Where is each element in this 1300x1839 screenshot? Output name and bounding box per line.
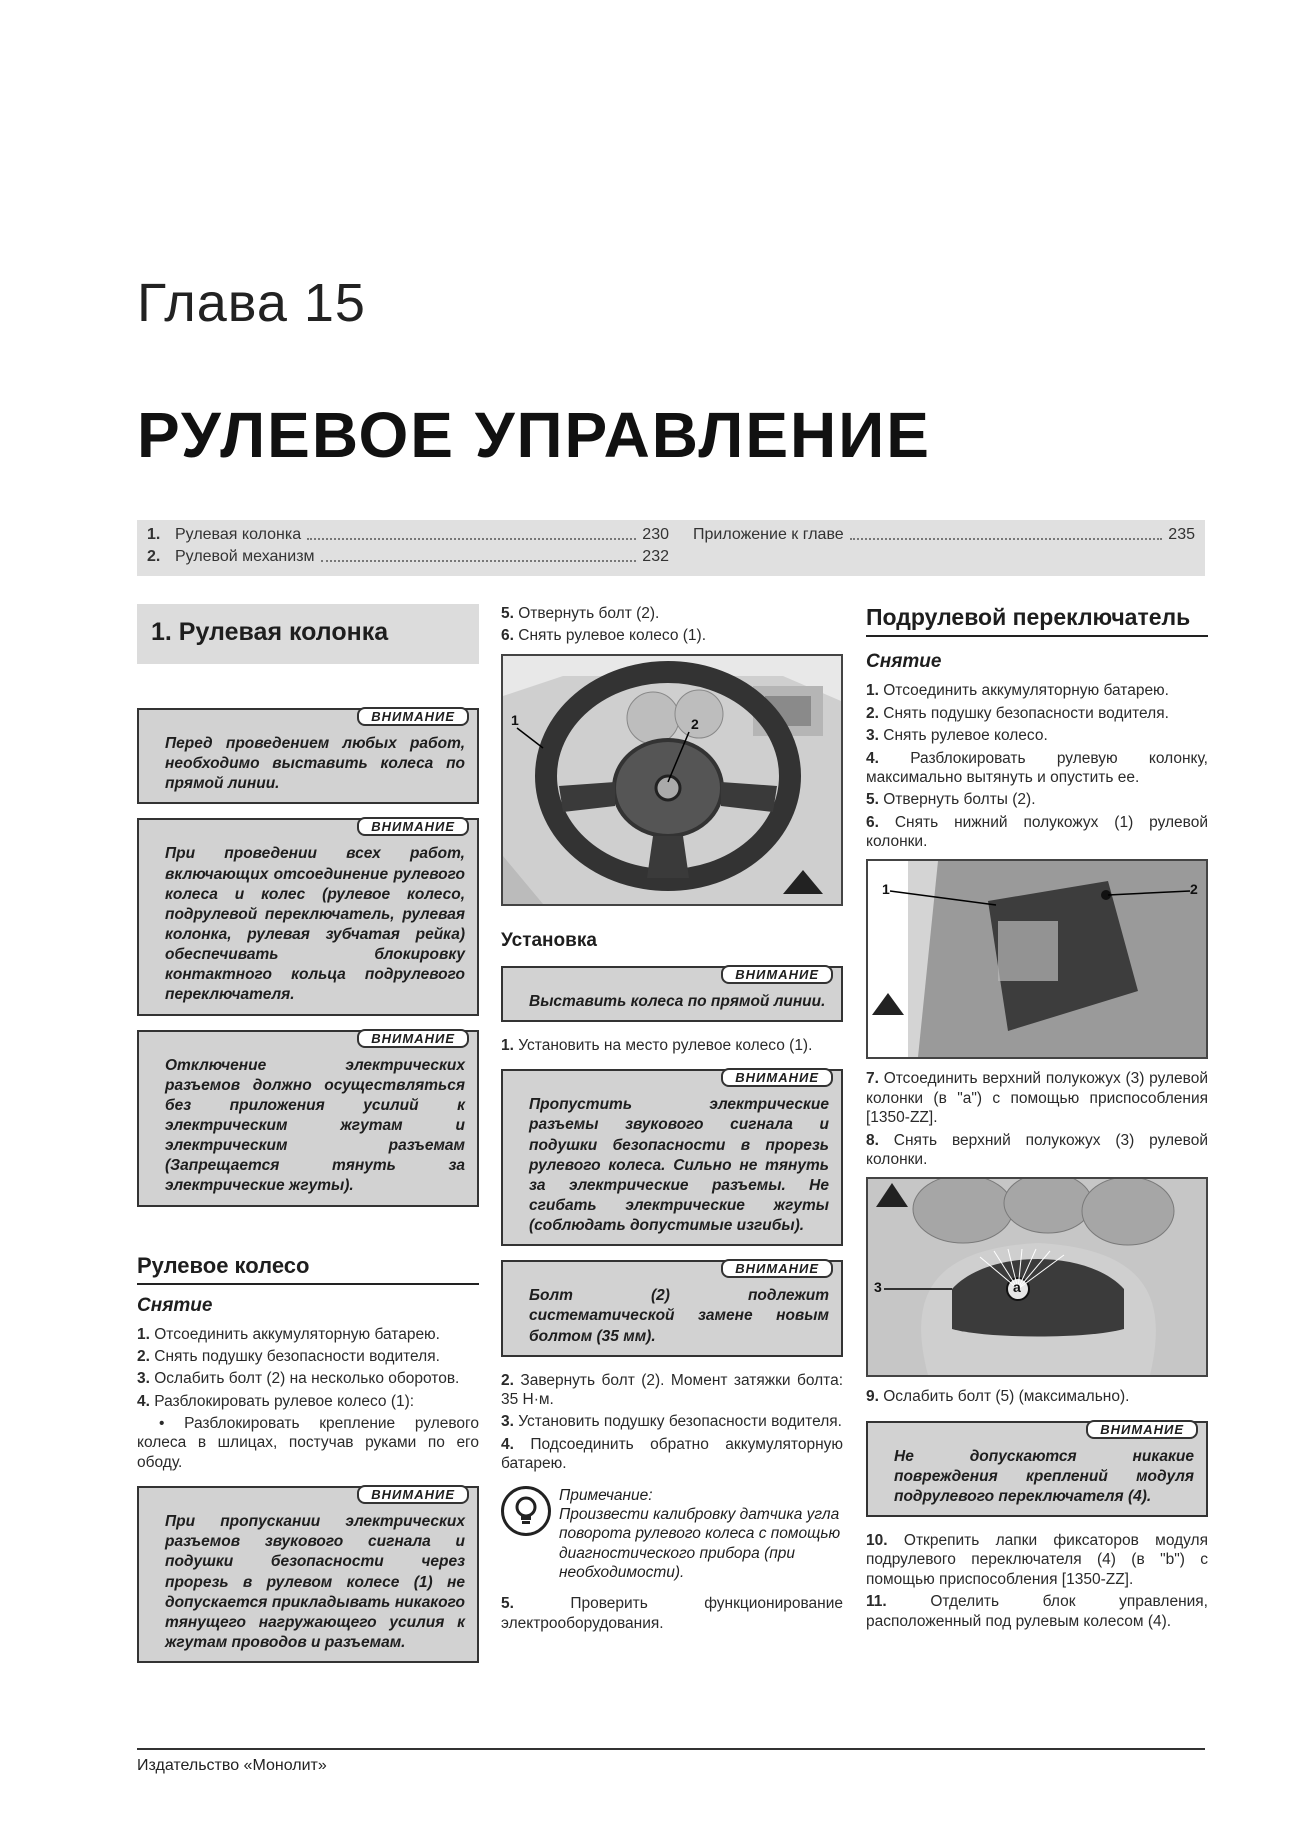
upper-shroud-illustration [868,1179,1206,1375]
step: 1. Отсоединить аккумуляторную батарею. [866,682,1169,700]
toc-item[interactable]: 1. Рулевая колонка 230 [147,526,669,543]
step: 4. Подсоединить обратно аккумуляторную батарею. [501,1435,843,1473]
warning-box [501,966,843,1022]
step: 5. Отвернуть болт (2). [501,605,660,622]
figure-callout: 2 [691,715,699,732]
footer-divider [137,1748,1205,1750]
figure-callout: a [1013,1279,1021,1296]
step: 11. Отделить блок управления, расположенный под рулевым колесом (4). [866,1593,1208,1630]
warning-tag: ВНИМАНИЕ [357,817,469,836]
subsection-title: Рулевое колесо [137,1253,479,1285]
figure-callout: 2 [1190,881,1198,898]
warning-text: Пропустить электрические разъемы звукового сигнала и подушки безопасности в прорезь рулевого колеса. Сильно не тянуть за электрические разъемы. Не сгибать электрические жгуты (соблюдать допустимые изгибы). [529,1096,829,1235]
warning-tag: ВНИМАНИЕ [721,1068,833,1087]
figure-callout: 1 [882,881,890,898]
warning-text: При проведении всех работ, включающих отсоединение рулевого колеса и колес (рулевое колесо, подрулевой переключатель, рулевая колонка, рулевая зубчатая рейка) обеспечивать блокировку контактного кольца подрулевого переключателя. [165,845,465,1004]
steering-wheel-figure [501,654,843,906]
warning-tag: ВНИМАНИЕ [357,1485,469,1504]
chapter-title: РУЛЕВОЕ УПРАВЛЕНИЕ [137,399,931,471]
warning-text: Отключение электрических разъемов должно осуществляться без приложения усилий к электрическим жгутам и электрическим разъемам (Запрещается тянуть за электрические жгуты). [165,1056,465,1195]
lightbulb-icon [501,1486,551,1536]
step: 3. Снять рулевое колесо. [866,727,1048,745]
warning-text: Перед проведением любых работ, необходимо выставить колеса по прямой линии. [165,735,465,793]
step: 2. Завернуть болт (2). Момент затяжки болта: 35 Н·м. [501,1371,844,1409]
step: 6. Снять нижний полукожух (1) рулевой колонки. [866,813,1208,851]
warning-box [137,1030,479,1207]
step: 5. Проверить функционирование электрооборудования. [501,1595,843,1632]
warning-text: Не допускаются никакие повреждения креплений модуля подрулевого переключателя (4). [894,1447,1194,1505]
warning-box [137,708,479,804]
note-block [501,1486,843,1583]
column-3 [866,604,1208,1634]
step: 9. Ослабить болт (5) (максимально). [866,1388,1130,1406]
procedure-heading: Снятие [137,1294,213,1316]
warning-text: При пропускании электрических разъемов звукового сигнала и подушки безопасности через прорезь в рулевом колесе (1) не допускается прикладывать никакого тянущего нагружающего усилия к жгутам проводов и разъемам. [165,1513,465,1651]
procedure-heading: Установка [501,929,597,951]
warning-tag: ВНИМАНИЕ [721,965,833,984]
step: 4. Разблокировать рулевую колонку, максимально вытянуть и опустить ее. [866,749,1208,786]
steering-wheel-illustration [503,656,841,904]
figure-callout: 3 [874,1279,882,1296]
toc-item[interactable]: Приложение к главе 235 [693,526,1195,543]
step: 2. Снять подушку безопасности водителя. [866,704,1169,722]
step: 6. Снять рулевое колесо (1). [501,627,707,645]
column-2 [501,604,843,1636]
step: 1. Установить на место рулевое колесо (1). [501,1036,813,1054]
procedure-heading: Снятие [866,651,942,673]
column-1 [137,604,479,1677]
step: 5. Отвернуть болты (2). [866,791,1036,809]
warning-box [501,1260,843,1356]
warning-tag: ВНИМАНИЕ [357,1029,469,1048]
chapter-label: Глава 15 [137,273,366,333]
step: 10. Открепить лапки фиксаторов модуля подрулевого переключателя (4) (в "b") с помощью приспособления [1350-ZZ]. [866,1532,1208,1588]
section-title: 1. Рулевая колонка [137,604,479,664]
lower-shroud-figure [866,859,1208,1059]
warning-tag: ВНИМАНИЕ [1086,1420,1198,1439]
warning-box [866,1421,1208,1517]
note-text: Примечание: Произвести калибровку датчика угла поворота рулевого колеса с помощью диагностического прибора (при необходимости). [559,1486,841,1582]
step: 1. Отсоединить аккумуляторную батарею. [137,1325,440,1343]
toc-item[interactable]: 2. Рулевой механизм 232 [147,548,669,565]
step: 8. Снять верхний полукожух (3) рулевой колонки. [866,1131,1208,1168]
figure-callout: 1 [511,711,519,728]
warning-tag: ВНИМАНИЕ [357,707,469,726]
step: 3. Установить подушку безопасности водителя. [501,1413,842,1431]
lower-shroud-illustration [868,861,1206,1057]
table-of-contents [137,520,1205,576]
upper-shroud-figure [866,1177,1208,1377]
step: 2. Снять подушку безопасности водителя. [137,1347,440,1365]
bullet-step: • Разблокировать крепление рулевого колеса в шлицах, постучав руками по его ободу. [137,1415,479,1471]
warning-box [137,1486,479,1663]
step: 4. Разблокировать рулевое колесо (1): [137,1392,415,1410]
step: 7. Отсоединить верхний полукожух (3) рулевой колонки (в "a") с помощью приспособления [1350-ZZ]. [866,1070,1209,1127]
section-title: Подрулевой переключатель [866,604,1208,637]
publisher-footer: Издательство «Монолит» [137,1757,327,1774]
warning-box [501,1069,843,1246]
warning-text: Болт (2) подлежит систематической замене новым болтом (35 мм). [529,1287,829,1345]
warning-tag: ВНИМАНИЕ [721,1259,833,1278]
warning-text: Выставить колеса по прямой линии. [529,992,826,1010]
warning-box [137,818,479,1015]
step: 3. Ослабить болт (2) на несколько оборотов. [137,1370,460,1388]
